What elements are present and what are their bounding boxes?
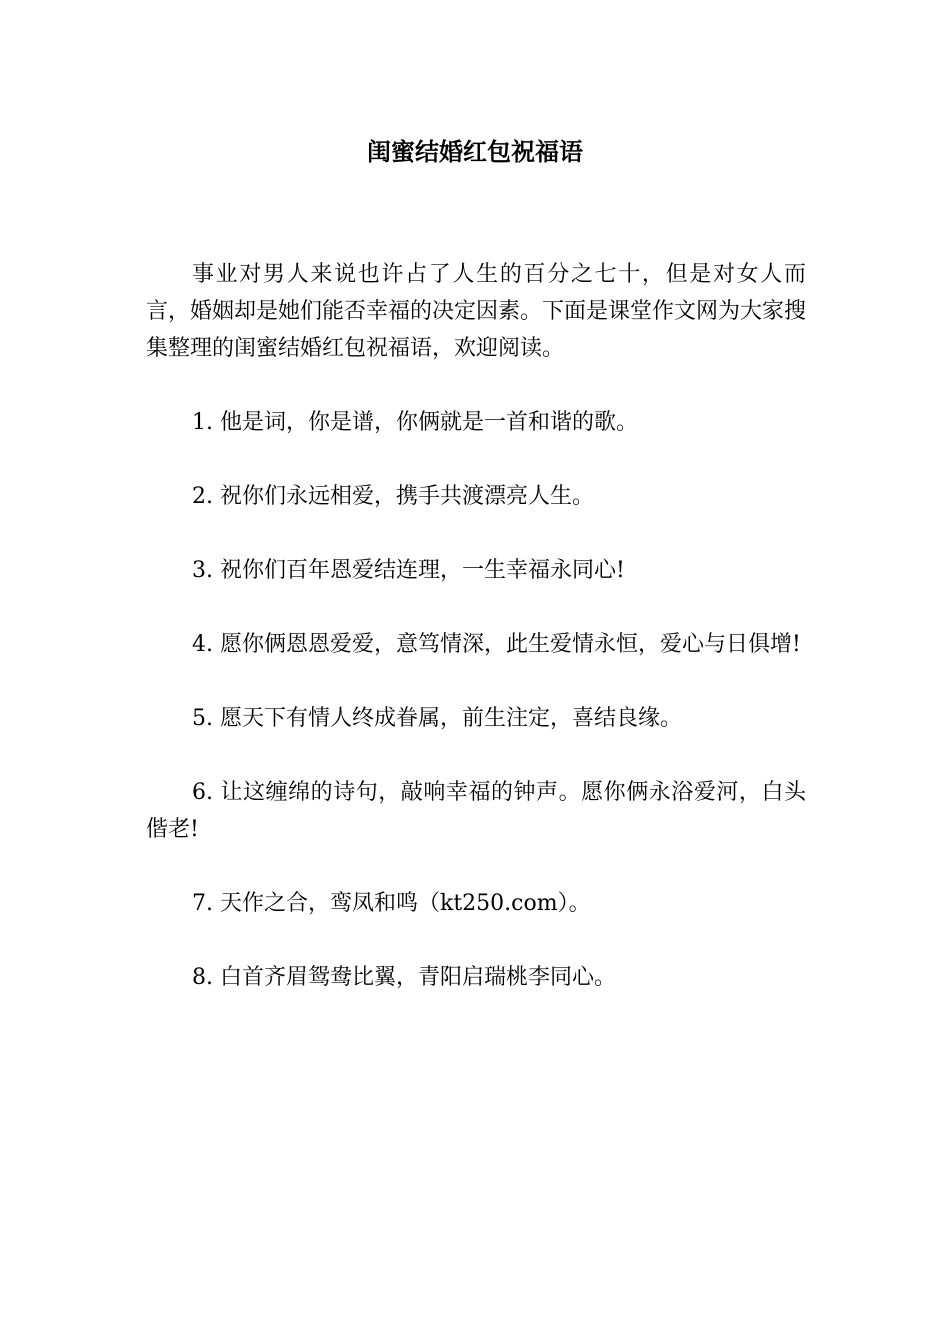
list-item: 7. 天作之合，鸾凤和鸣（kt250.com）。 bbox=[192, 891, 591, 916]
list-item: 4. 愿你俩恩恩爱爱，意笃情深，此生爱情永恒，爱心与日俱增! bbox=[192, 632, 801, 657]
list-item: 1. 他是词，你是谱，你俩就是一首和谐的歌。 bbox=[192, 410, 638, 435]
list-item: 8. 白首齐眉鸳鸯比翼，青阳启瑞桃李同心。 bbox=[192, 965, 616, 990]
list-item: 2. 祝你们永远相爱，携手共渡漂亮人生。 bbox=[192, 484, 594, 509]
list-item: 6. 让这缠绵的诗句，敲响幸福的钟声。愿你俩永浴爱河，白头偕老! bbox=[146, 780, 806, 842]
document-body bbox=[146, 256, 806, 1033]
list-item: 5. 愿天下有情人终成眷属，前生注定，喜结良缘。 bbox=[192, 706, 682, 731]
document-title: 闺蜜结婚红包祝福语 bbox=[367, 137, 583, 166]
intro-paragraph: 事业对男人来说也许占了人生的百分之七十，但是对女人而言，婚姻却是她们能否幸福的决定因素。下面是课堂作文网为大家搜集整理的闺蜜结婚红包祝福语，欢迎阅读。 bbox=[146, 262, 807, 361]
list-item: 3. 祝你们百年恩爱结连理，一生幸福永同心! bbox=[192, 558, 625, 583]
